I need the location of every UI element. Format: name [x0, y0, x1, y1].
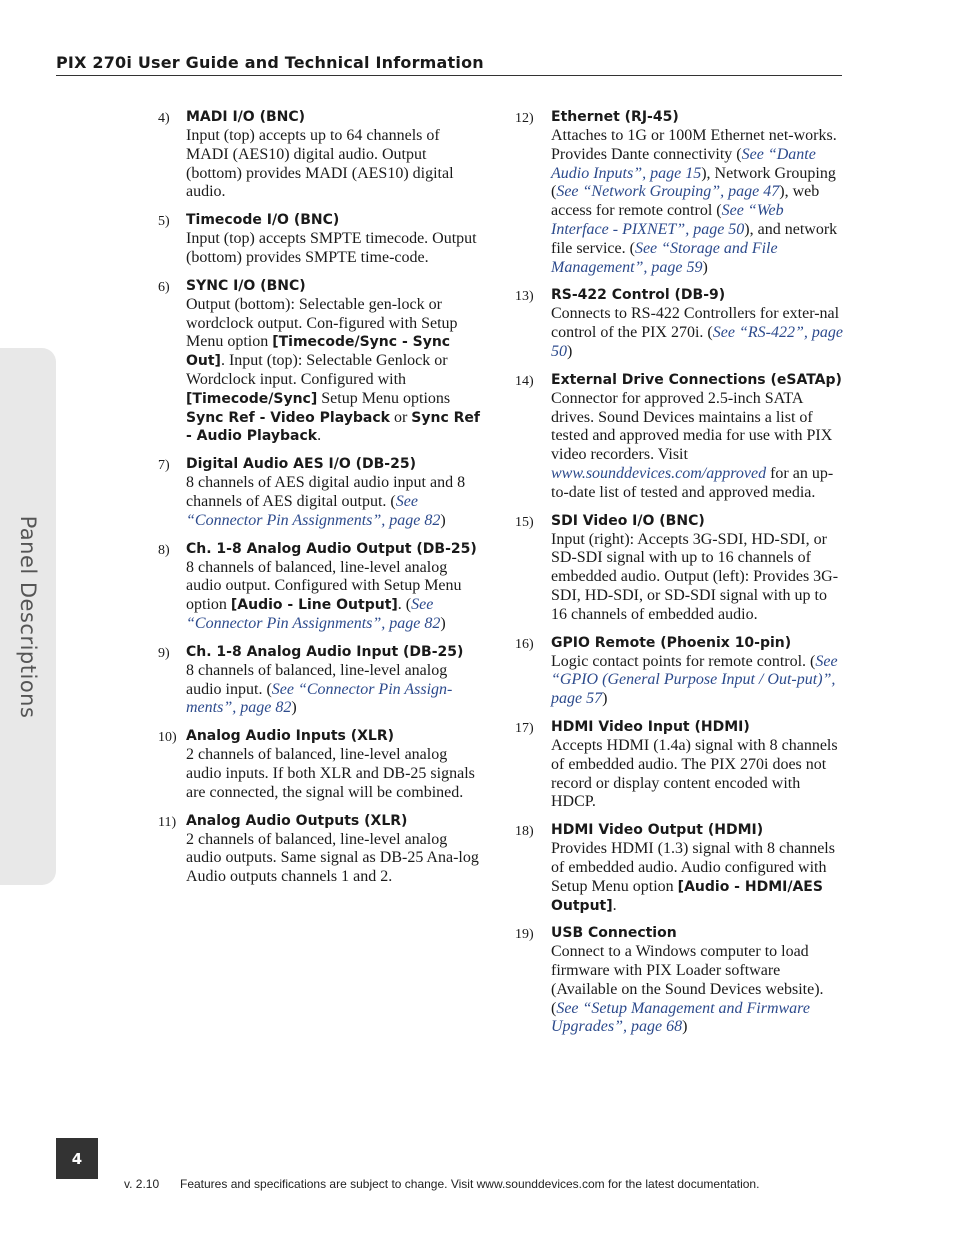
cross-reference-link[interactable]: See “Connector Pin Assign-ments”, page 82	[186, 680, 453, 717]
item-number: 7)	[158, 458, 170, 474]
body-text: )	[602, 690, 608, 708]
body-text: )	[440, 614, 446, 632]
item-body	[186, 296, 480, 446]
item-title: USB Connection	[551, 925, 677, 942]
item-title: Ch. 1-8 Analog Audio Input (DB-25)	[186, 643, 464, 660]
version-label: v. 2.10	[124, 1177, 160, 1191]
list-item-analog-input-db25	[150, 643, 480, 718]
footer-notice: Features and specifications are subject to change. Visit www.sounddevices.com for the latest documentation.	[180, 1177, 760, 1191]
item-number: 16)	[515, 636, 534, 652]
menu-option: [Audio - Line Output]	[230, 597, 398, 614]
body-text: .	[612, 896, 617, 914]
body-text: for an up-to-date list of tested and approved media.	[551, 464, 834, 501]
list-item-esatap	[515, 371, 845, 503]
item-title: Timecode I/O (BNC)	[186, 212, 340, 229]
item-body	[551, 305, 845, 361]
item-title: Ethernet (RJ-45)	[551, 109, 679, 125]
cross-reference-link[interactable]: See “Dante Audio Inputs”, page 15	[551, 145, 816, 182]
cross-reference-link[interactable]: See “Web Interface - PIXNET”, page 50	[551, 202, 784, 238]
body-text: 8 channels of balanced, line-level analog audio input. (	[186, 661, 448, 698]
body-text: or	[389, 408, 412, 426]
item-title: HDMI Video Output (HDMI)	[551, 822, 764, 839]
item-body: 2 channels of balanced, line-level analog audio outputs. Same signal as DB-25 Ana-log Audio outputs channels 1 and 2.	[186, 830, 479, 886]
left-column	[150, 108, 480, 896]
body-text: Output (bottom): Selectable gen-lock or wordclock output. Con-figured with Setup Menu option	[186, 295, 458, 351]
item-number: 15)	[515, 514, 534, 530]
menu-option: [Audio - HDMI/AES Output]	[551, 878, 823, 914]
cross-reference-link[interactable]: See “Connector Pin Assignments”, page 82	[186, 596, 441, 632]
list-item-aes-io	[150, 455, 480, 530]
item-number: 19)	[515, 927, 534, 943]
body-text: ), and network file service. (	[551, 220, 838, 257]
item-body: Accepts HDMI (1.4a) signal with 8 channels of embedded audio. The PIX 270i does not record or display content encoded with HDCP.	[551, 736, 838, 811]
page-footer	[124, 1177, 759, 1191]
cross-reference-link[interactable]: See “Setup Management and Firmware Upgrades”, page 68	[551, 999, 810, 1036]
page-number: 4	[56, 1138, 98, 1179]
list-item-timecode-io	[150, 211, 480, 268]
list-item-sdi-io	[515, 512, 845, 625]
cross-reference-link[interactable]: See “Connector Pin Assignments”, page 82	[186, 492, 441, 529]
list-item-analog-inputs-xlr	[150, 727, 480, 802]
item-body	[186, 474, 480, 530]
item-body	[186, 662, 480, 718]
item-body	[551, 653, 845, 709]
list-item-hdmi-input	[515, 718, 845, 812]
item-body	[551, 390, 845, 503]
body-text: . Input (top): Selectable Genlock or Wordclock input. Configured with	[186, 352, 448, 388]
menu-option: [Timecode/Sync]	[186, 390, 318, 407]
item-number: 8)	[158, 542, 170, 558]
item-number: 10)	[158, 730, 177, 746]
body-text: Connects to RS-422 Controllers for exter-nal control of the PIX 270i. (	[551, 305, 840, 342]
menu-option: [Timecode/Sync - Sync Out]	[186, 334, 451, 370]
item-number: 9)	[158, 645, 170, 661]
body-text: Logic contact points for remote control. (	[551, 652, 816, 670]
list-item-usb	[515, 924, 845, 1037]
right-column	[515, 108, 845, 1046]
list-item-hdmi-output	[515, 821, 845, 915]
item-body: 2 channels of balanced, line-level analog audio inputs. If both XLR and DB-25 signals are connected, the signal will be combined.	[186, 746, 475, 801]
item-title: HDMI Video Input (HDMI)	[551, 718, 750, 735]
item-number: 5)	[158, 214, 170, 230]
item-number: 12)	[515, 111, 534, 126]
section-tab-label: Panel Descriptions	[16, 515, 40, 719]
body-text: Setup Menu options	[317, 389, 451, 407]
item-body	[551, 943, 845, 1037]
cross-reference-link[interactable]: See “GPIO (General Purpose Input / Out-put)”, page 57	[551, 652, 838, 708]
item-number: 6)	[158, 279, 170, 295]
item-body: Input (top) accepts SMPTE timecode. Output (bottom) provides SMPTE time-code.	[186, 230, 477, 266]
item-title: MADI I/O (BNC)	[186, 109, 306, 125]
item-title: SYNC I/O (BNC)	[186, 277, 306, 294]
body-text: 8 channels of AES digital audio input and 8 channels of AES digital output. (	[186, 474, 466, 510]
body-text: Attaches to 1G or 100M Ethernet net-works. Provides Dante connectivity (	[551, 127, 837, 163]
body-text: . (	[397, 596, 412, 614]
item-title: External Drive Connections (eSATAp)	[551, 371, 842, 388]
item-title: GPIO Remote (Phoenix 10-pin)	[551, 634, 792, 651]
item-number: 17)	[515, 720, 534, 736]
body-text: )	[291, 699, 297, 717]
header-title: PIX 270i User Guide and Technical Information	[56, 53, 484, 72]
page-header	[56, 53, 842, 76]
item-number: 18)	[515, 824, 534, 840]
body-text: )	[567, 342, 573, 360]
body-text: 8 channels of balanced, line-level analog audio output. Configured with Setup Menu option	[186, 558, 462, 614]
item-number: 11)	[158, 814, 177, 830]
cross-reference-link[interactable]: See “Storage and File Management”, page 59	[551, 239, 778, 276]
item-title: Analog Audio Inputs (XLR)	[186, 728, 395, 745]
list-item-madi-io	[150, 108, 480, 202]
body-text: ), Network Grouping (	[551, 164, 836, 201]
list-item-gpio	[515, 634, 845, 709]
menu-option: Sync Ref - Video Playback	[186, 409, 390, 426]
item-title: SDI Video I/O (BNC)	[551, 512, 705, 529]
body-text: Connector for approved 2.5-inch SATA drives. Sound Devices maintains a list of tested and approved media for use with PIX video recorders. Visit	[551, 389, 833, 464]
item-body	[551, 127, 845, 277]
item-number: 4)	[158, 111, 170, 126]
item-title: Analog Audio Outputs (XLR)	[186, 812, 408, 829]
approved-media-link[interactable]: www.sounddevices.com/approved	[551, 464, 767, 482]
body-text: .	[317, 427, 322, 445]
body-text: )	[702, 258, 708, 276]
item-title: Digital Audio AES I/O (DB-25)	[186, 456, 417, 473]
item-number: 14)	[515, 373, 534, 389]
cross-reference-link[interactable]: See “Network Grouping”, page 47	[556, 183, 780, 201]
body-text: ), web access for remote control (	[551, 183, 820, 220]
body-text: Connect to a Windows computer to load firmware with PIX Loader software (Available on the Sound Devices website). (	[551, 943, 824, 1017]
body-text: Provides HDMI (1.3) signal with 8 channels of embedded audio. Audio configured with Setup Menu option	[551, 840, 835, 895]
cross-reference-link[interactable]: See “RS-422”, page 50	[551, 324, 843, 360]
item-title: RS-422 Control (DB-9)	[551, 287, 726, 304]
list-item-rs422	[515, 286, 845, 361]
item-number: 13)	[515, 289, 534, 305]
menu-option: Sync Ref - Audio Playback	[186, 409, 480, 445]
item-body: Input (right): Accepts 3G-SDI, HD-SDI, or SD-SDI signal with up to 16 channels of embedded audio. Output (left): Provides 3G-SDI, HD-SDI, or SD-SDI signal with up to 16 channels of embedded audio.	[551, 530, 839, 623]
list-item-sync-io	[150, 277, 480, 446]
item-body: Input (top) accepts up to 64 channels of MADI (AES10) digital audio. Output (bottom) provides MADI (AES10) digital audio.	[186, 127, 454, 201]
item-body	[186, 559, 480, 634]
body-text: )	[440, 511, 446, 529]
body-text: )	[682, 1018, 688, 1036]
list-item-ethernet	[515, 108, 845, 277]
item-body	[551, 840, 845, 915]
list-item-analog-output-db25	[150, 540, 480, 634]
item-title: Ch. 1-8 Analog Audio Output (DB-25)	[186, 540, 477, 557]
list-item-analog-outputs-xlr	[150, 812, 480, 887]
